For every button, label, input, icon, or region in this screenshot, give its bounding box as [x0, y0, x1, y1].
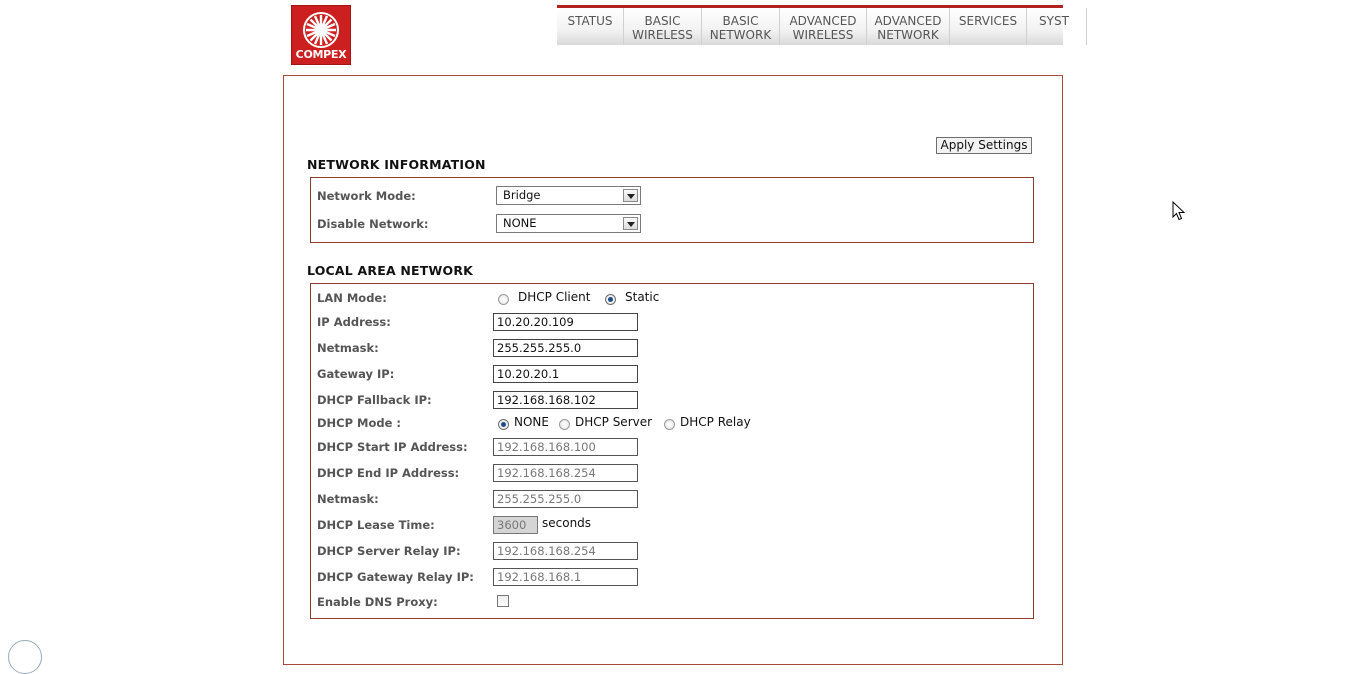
lan-mode-static-label: Static: [625, 290, 660, 304]
dhcp-mode-none-radio[interactable]: [498, 419, 509, 430]
ip-address-label: IP Address:: [317, 315, 391, 329]
network-mode-select[interactable]: [496, 186, 641, 205]
dhcp-lease-time-label: DHCP Lease Time:: [317, 518, 435, 532]
dhcp-netmask-input[interactable]: 255.255.255.0: [493, 490, 638, 508]
disable-network-select[interactable]: [496, 214, 641, 233]
enable-dns-proxy-checkbox[interactable]: [497, 595, 509, 607]
tab-basic-wireless[interactable]: BASIC WIRELESS: [624, 8, 702, 45]
lan-title: LOCAL AREA NETWORK: [307, 263, 474, 278]
network-mode-label: Network Mode:: [317, 189, 416, 203]
dhcp-end-ip-input[interactable]: 192.168.168.254: [493, 464, 638, 482]
netmask-input[interactable]: 255.255.255.0: [493, 339, 638, 357]
dhcp-end-ip-label: DHCP End IP Address:: [317, 466, 460, 480]
dhcp-server-relay-ip-label: DHCP Server Relay IP:: [317, 544, 461, 558]
logo-text: COMPEX: [295, 48, 347, 61]
dhcp-start-ip-label: DHCP Start IP Address:: [317, 440, 468, 454]
tab-advanced-network[interactable]: ADVANCED NETWORK: [867, 8, 950, 45]
dhcp-mode-none-label: NONE: [514, 415, 549, 429]
dhcp-fallback-ip-label: DHCP Fallback IP:: [317, 393, 432, 407]
dhcp-mode-label: DHCP Mode :: [317, 416, 402, 430]
netmask-label: Netmask:: [317, 341, 379, 355]
network-information-title: NETWORK INFORMATION: [307, 157, 486, 172]
chevron-down-icon: [623, 189, 638, 202]
gateway-ip-input[interactable]: 10.20.20.1: [493, 365, 638, 383]
enable-dns-proxy-label: Enable DNS Proxy:: [317, 595, 438, 609]
dhcp-server-relay-ip-input[interactable]: 192.168.168.254: [493, 542, 638, 560]
lan-mode-static-radio[interactable]: [605, 294, 616, 305]
disable-network-value: NONE: [503, 216, 537, 230]
lan-mode-label: LAN Mode:: [317, 291, 387, 305]
lan-mode-dhcp-client-label: DHCP Client: [518, 290, 591, 304]
main-nav: [557, 5, 1069, 45]
dhcp-start-ip-input[interactable]: 192.168.168.100: [493, 438, 638, 456]
dhcp-fallback-ip-input[interactable]: 192.168.168.102: [493, 391, 638, 409]
mouse-pointer-icon: [1172, 201, 1186, 224]
dhcp-lease-time-unit: seconds: [542, 516, 592, 530]
dhcp-netmask-label: Netmask:: [317, 492, 379, 506]
tab-status[interactable]: STATUS: [557, 8, 624, 45]
dhcp-mode-relay-label: DHCP Relay: [680, 415, 751, 429]
disable-network-label: Disable Network:: [317, 217, 429, 231]
dhcp-lease-time-input[interactable]: 3600: [493, 516, 538, 534]
tab-system[interactable]: SYST: [1027, 8, 1087, 45]
tab-services[interactable]: SERVICES: [950, 8, 1027, 45]
tab-basic-network[interactable]: BASIC NETWORK: [702, 8, 780, 45]
dhcp-mode-server-radio[interactable]: [559, 419, 570, 430]
dhcp-gateway-relay-ip-input[interactable]: 192.168.168.1: [493, 568, 638, 586]
lan-mode-dhcp-client-radio[interactable]: [498, 294, 509, 305]
dhcp-mode-server-label: DHCP Server: [575, 415, 653, 429]
tab-advanced-wireless[interactable]: ADVANCED WIRELESS: [780, 8, 867, 45]
chevron-down-icon: [623, 217, 638, 230]
network-information-box: [310, 177, 1034, 243]
network-mode-value: Bridge: [503, 188, 541, 202]
dhcp-gateway-relay-ip-label: DHCP Gateway Relay IP:: [317, 570, 474, 584]
apply-settings-button[interactable]: Apply Settings: [936, 137, 1032, 154]
dhcp-mode-relay-radio[interactable]: [664, 419, 675, 430]
gateway-ip-label: Gateway IP:: [317, 367, 395, 381]
ip-address-input[interactable]: 10.20.20.109: [493, 313, 638, 331]
compex-logo: [291, 5, 351, 65]
corner-widget-icon: [8, 640, 42, 674]
